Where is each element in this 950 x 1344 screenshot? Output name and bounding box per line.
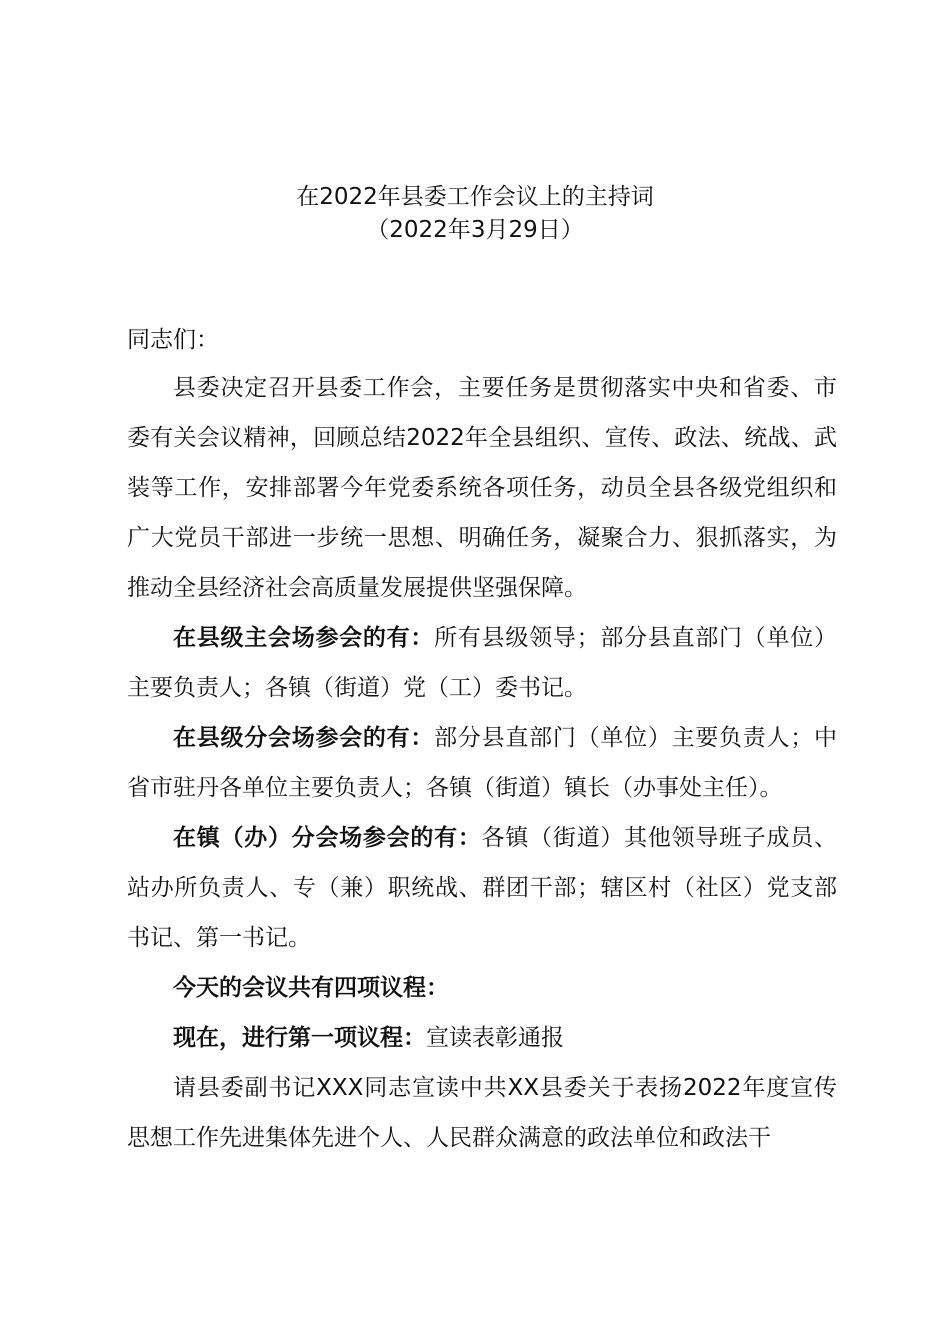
paragraph-agenda-intro [127, 963, 837, 1013]
paragraph-main-venue [127, 613, 837, 713]
paragraph-text: 县委决定召开县委工作会，主要任务是贯彻落实中央和省委、市委有关会议精神，回顾总结2022年全县组织、宣传、政法、统战、武装等工作，安排部署今年党委系统各项任务，动员全县各级党组织和广大党员干部进一步统一思想、明确任务，凝聚合力、狠抓落实，为推动全县经济社会高质量发展提供坚强保障。 [127, 375, 837, 601]
document-body [127, 318, 837, 1163]
paragraph-branch-venue [127, 713, 837, 813]
paragraph-text: 宣读表彰通报 [426, 1025, 564, 1051]
paragraph-lead: 今天的会议共有四项议程： [173, 975, 449, 1001]
paragraph-text: 所有县级领导；部分县直部门（单位）主要负责人；各镇（街道）党（工）委书记。 [127, 625, 838, 701]
paragraph-lead: 在县级主会场参会的有： [173, 625, 435, 651]
paragraph-agenda-item-1 [127, 1013, 837, 1063]
paragraph-intro [127, 363, 837, 613]
paragraph-lead: 在镇（办）分会场参会的有： [173, 825, 482, 851]
paragraph-text: 各镇（街道）其他领导班子成员、站办所负责人、专（兼）职统战、群团干部；辖区村（社区）党支部书记、第一书记。 [127, 825, 838, 951]
document-title: 在2022年县委工作会议上的主持词 [296, 184, 654, 210]
paragraph-town-venue [127, 813, 837, 963]
salutation: 同志们： [127, 327, 219, 353]
paragraph-reading-request [127, 1063, 837, 1163]
paragraph-text: 部分县直部门（单位）主要负责人；中省市驻丹各单位主要负责人；各镇（街道）镇长（办事处主任）。 [127, 725, 838, 801]
document-date: （2022年3月29日） [366, 217, 584, 243]
paragraph-lead: 现在，进行第一项议程： [173, 1025, 426, 1051]
title-block [0, 178, 950, 249]
paragraph-lead: 在县级分会场参会的有： [173, 725, 435, 751]
paragraph-text: 请县委副书记XXX同志宣读中共XX县委关于表扬2022年度宣传思想工作先进集体先进个人、人民群众满意的政法单位和政法干 [127, 1075, 837, 1151]
